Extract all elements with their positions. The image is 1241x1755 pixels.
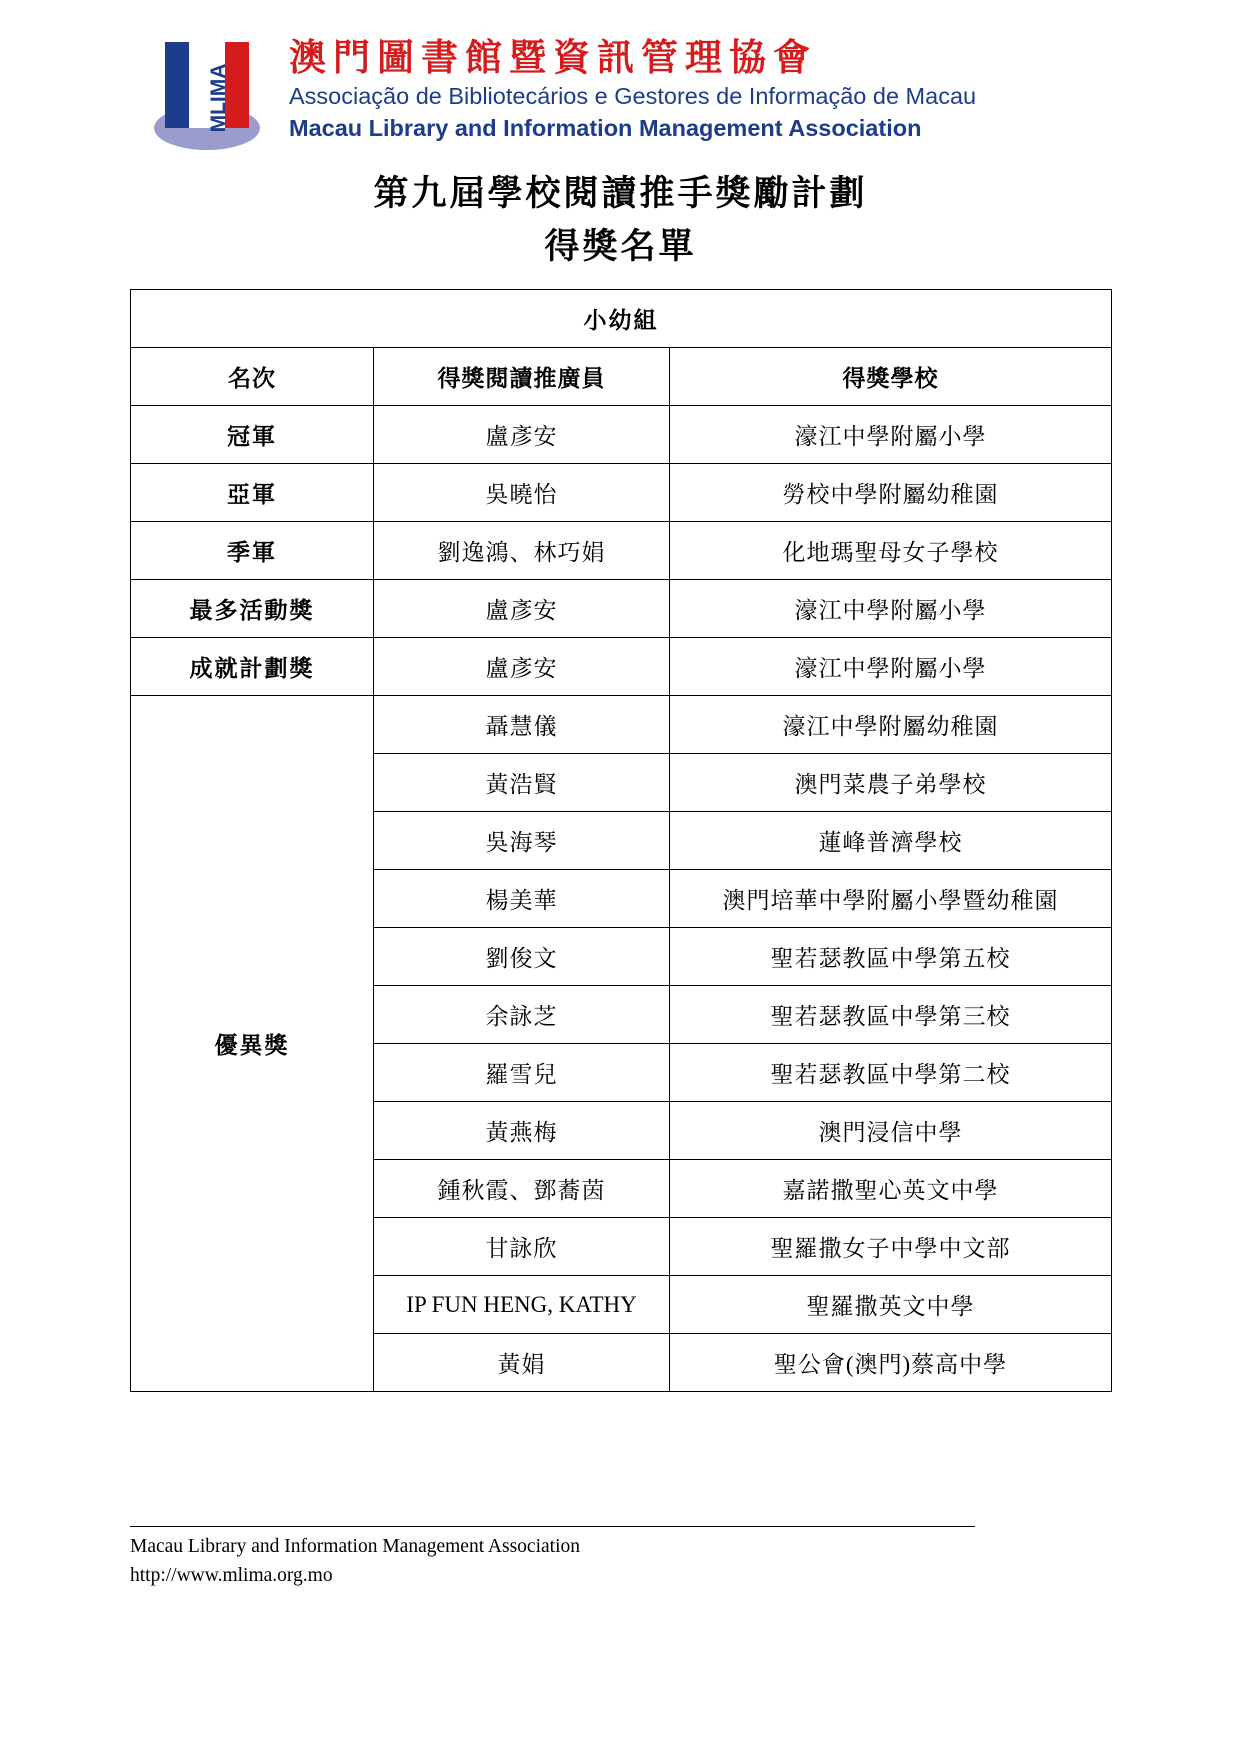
cell-school: 聖羅撒女子中學中文部	[670, 1218, 1112, 1276]
table-row	[131, 580, 1112, 638]
org-name-chinese: 澳門圖書館暨資訊管理協會	[289, 37, 817, 79]
table-row	[131, 464, 1112, 522]
cell-school: 澳門浸信中學	[670, 1102, 1112, 1160]
cell-promoter-name: 盧彥安	[374, 580, 670, 638]
cell-school: 濠江中學附屬幼稚園	[670, 696, 1112, 754]
mlima-logo-icon	[140, 20, 275, 160]
column-header-rank: 名次	[131, 348, 374, 406]
cell-promoter-name: 羅雪兒	[374, 1044, 670, 1102]
table-row	[131, 638, 1112, 696]
org-name-portuguese: Associação de Bibliotecários e Gestores de Informação de Macau	[289, 83, 977, 110]
cell-promoter-name: 聶慧儀	[374, 696, 670, 754]
cell-school: 蓮峰普濟學校	[670, 812, 1112, 870]
document-footer	[130, 1526, 1111, 1590]
cell-school: 濠江中學附屬小學	[670, 638, 1112, 696]
cell-school: 聖羅撒英文中學	[670, 1276, 1112, 1334]
cell-school: 聖公會(澳門)蔡高中學	[670, 1334, 1112, 1392]
cell-promoter-name: 甘詠欣	[374, 1218, 670, 1276]
cell-promoter-name: 黃浩賢	[374, 754, 670, 812]
table-row	[131, 522, 1112, 580]
cell-promoter-name: 盧彥安	[374, 406, 670, 464]
cell-rank: 成就計劃獎	[131, 638, 374, 696]
cell-promoter-name: 黃燕梅	[374, 1102, 670, 1160]
title-line-1: 第九屆學校閱讀推手獎勵計劃	[373, 174, 868, 213]
cell-rank: 冠軍	[131, 406, 374, 464]
table-row	[131, 406, 1112, 464]
title-line-2: 得獎名單	[544, 226, 697, 266]
document-header	[130, 20, 1111, 160]
cell-school: 澳門菜農子弟學校	[670, 754, 1112, 812]
cell-promoter-name: 楊美華	[374, 870, 670, 928]
cell-school: 濠江中學附屬小學	[670, 580, 1112, 638]
awards-table	[130, 289, 1112, 1392]
cell-school: 聖若瑟教區中學第五校	[670, 928, 1112, 986]
cell-rank: 最多活動獎	[131, 580, 374, 638]
cell-rank: 季軍	[131, 522, 374, 580]
table-row	[131, 696, 1112, 754]
table-row-group-header	[131, 290, 1112, 348]
cell-promoter-name: 劉俊文	[374, 928, 670, 986]
cell-promoter-name: 盧彥安	[374, 638, 670, 696]
cell-promoter-name: 黃娟	[374, 1334, 670, 1392]
organization-names	[289, 35, 976, 145]
column-header-school: 得獎學校	[670, 348, 1112, 406]
cell-promoter-name: 劉逸鴻、林巧娟	[374, 522, 670, 580]
cell-merit-award-label: 優異獎	[131, 696, 374, 1392]
cell-school: 濠江中學附屬小學	[670, 406, 1112, 464]
cell-promoter-name: 吳海琴	[374, 812, 670, 870]
cell-school: 澳門培華中學附屬小學暨幼稚園	[670, 870, 1112, 928]
cell-promoter-name: 余詠芝	[374, 986, 670, 1044]
org-name-english: Macau Library and Information Management Association	[289, 115, 922, 142]
cell-school: 勞校中學附屬幼稚園	[670, 464, 1112, 522]
group-header-cell: 小幼組	[131, 290, 1112, 348]
table-row-column-headers	[131, 348, 1112, 406]
cell-rank: 亞軍	[131, 464, 374, 522]
cell-promoter-name: 鍾秋霞、鄧蕎茵	[374, 1160, 670, 1218]
page-title	[130, 168, 1111, 273]
cell-promoter-name: 吳曉怡	[374, 464, 670, 522]
cell-school: 聖若瑟教區中學第三校	[670, 986, 1112, 1044]
cell-school: 聖若瑟教區中學第二校	[670, 1044, 1112, 1102]
cell-school: 嘉諾撒聖心英文中學	[670, 1160, 1112, 1218]
footer-divider	[130, 1526, 975, 1527]
footer-org-name: Macau Library and Information Management Association	[130, 1536, 580, 1558]
cell-school: 化地瑪聖母女子學校	[670, 522, 1112, 580]
cell-promoter-name: IP FUN HENG, KATHY	[374, 1276, 670, 1334]
column-header-promoter: 得獎閱讀推廣員	[374, 348, 670, 406]
footer-url: http://www.mlima.org.mo	[130, 1564, 333, 1586]
svg-text:MLIMA: MLIMA	[207, 63, 230, 133]
